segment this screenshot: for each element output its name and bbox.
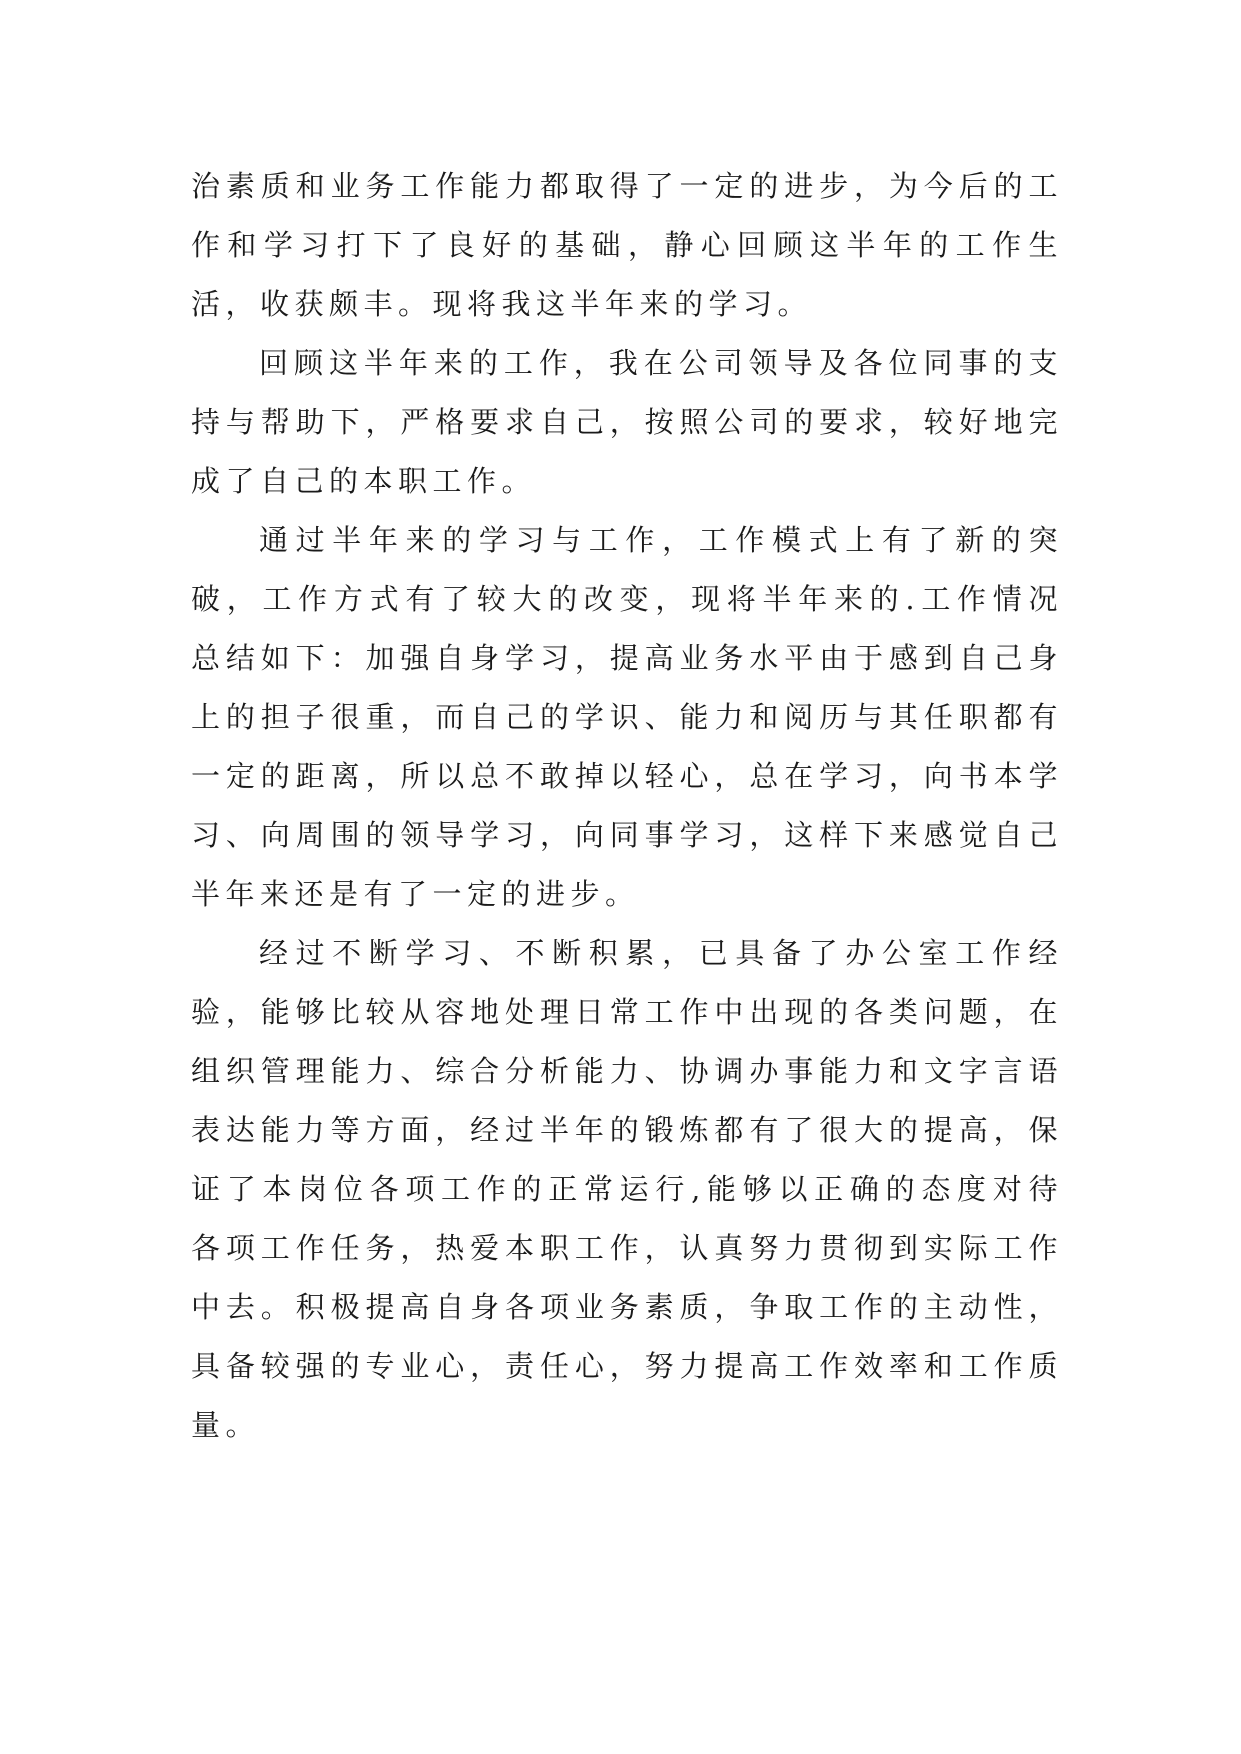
document-body <box>191 157 1063 1455</box>
paragraph-2: 回顾这半年来的工作，我在公司领导及各位同事的支持与帮助下，严格要求自己，按照公司的要求，较好地完成了自己的本职工作。 <box>191 346 1063 498</box>
paragraph-4: 经过不断学习、不断积累，已具备了办公室工作经验，能够比较从容地处理日常工作中出现的各类问题，在组织管理能力、综合分析能力、协调办事能力和文字言语表达能力等方面，经过半年的锻炼都有了很大的提高，保证了本岗位各项工作的正常运行,能够以正确的态度对待各项工作任务，热爱本职工作，认真努力贯彻到实际工作中去。积极提高自身各项业务素质，争取工作的主动性，具备较强的专业心，责任心，努力提高工作效率和工作质量。 <box>191 936 1063 1442</box>
paragraph-1: 治素质和业务工作能力都取得了一定的进步，为今后的工作和学习打下了良好的基础，静心回顾这半年的工作生活，收获颇丰。现将我这半年来的学习。 <box>191 169 1063 321</box>
paragraph-3: 通过半年来的学习与工作，工作模式上有了新的突破，工作方式有了较大的改变，现将半年来的.工作情况总结如下：加强自身学习，提高业务水平由于感到自己身上的担子很重，而自己的学识、能力和阅历与其任职都有一定的距离，所以总不敢掉以轻心，总在学习，向书本学习、向周围的领导学习，向同事学习，这样下来感觉自己半年来还是有了一定的进步。 <box>191 523 1063 911</box>
